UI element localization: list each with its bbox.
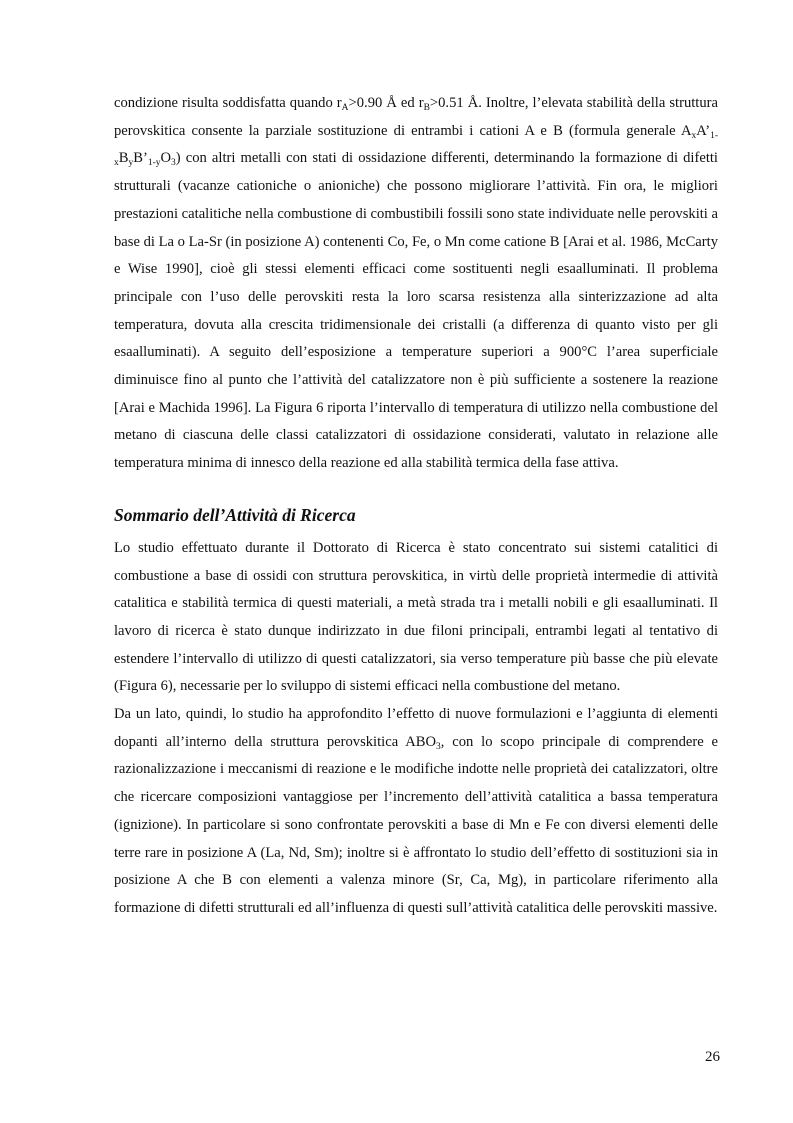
paragraph-research-summary: Lo studio effettuato durante il Dottorato di Ricerca è stato concentrato sui sistemi catalitici di combustione a base di ossidi con struttura perovskitica, in virtù delle proprietà intermedie di attività catalitica e stabilità termica di questi materiali, a metà strada tra i metalli nobili e gli esaalluminati. Il lavoro di ricerca è stato dunque indirizzato in due filoni principali, entrambi legati al tentativo di estendere l’intervallo di utilizzo di questi catalizzatori, sia verso temperature più basse che più elevate (Figura 6), necessarie per lo sviluppo di sistemi efficaci nella combustione del metano.	[114, 539, 718, 695]
subscript: x	[691, 130, 697, 141]
subscript: 3	[171, 158, 176, 169]
subscript: A	[341, 103, 349, 113]
subscript: 1-x	[114, 130, 718, 169]
subscript: 3	[436, 741, 441, 752]
paragraph-perovskite-stability: condizione risulta soddisfatta quando $r_A>0.90$ Å ed $r_B>0.51$ Å. Inoltre, l’elevata stabilità della struttura perovskitica consente la parziale sostituzione di entrambi i cationi A e B (formula generale $A_xA’_{1-x}B_yB’_{1-y}O_3$) con altri metalli con stati di ossidazione differenti, determinando la formazione di difetti strutturali (vacanze cationiche o anioniche) che possono migliorare l’attività. Fin ora, le migliori prestazioni catalitiche nella combustione di combustibili fossili sono state individuate nelle perovskiti a base di La o La-Sr (in posizione A) contenenti Co, Fe, o Mn come catione B [Arai et al. 1986, McCarty e Wise 1990], cioè gli stessi elementi efficaci come sostituenti negli esaalluminati. Il problema principale con l’uso delle perovskiti resta la loro scarsa resistenza alla sinterizzazione ad alta temperatura, dovuta alla crescita tridimensionale dei cristalli (a differenza di quanto visto per gli esaalluminati). A seguito dell’esposizione a temperature superiori a 900°C l’area superficiale diminuisce fino al punto che l’attività del catalizzatore non è più sufficiente a sostenere la reazione [Arai e Machida 1996]. La Figura 6 riporta l’intervallo di temperatura di utilizzo nella combustione del metano di ciascuna delle classi catalizzatori di ossidazione considerati, valutato in relazione alle temperatura minima di innesco della reazione ed alla stabilità termica della fase attiva.	[114, 95, 718, 472]
paragraph-doping-study: Da un lato, quindi, lo studio ha approfondito l’effetto di nuove formulazioni e l’aggiunta di elementi dopanti all’interno della struttura perovskitica $ABO_3$, con lo scopo principale di comprendere e razionalizzazione i meccanismi di reazione e le modifiche indotte nelle proprietà dei catalizzatori, oltre che ricercare composizioni vantaggiose per l’incremento dell’attività catalitica a bassa temperatura (ignizione). In particolare si sono confrontate perovskiti a base di Mn e Fe con diversi elementi delle terre rare in posizione A (La, Nd, Sm); inoltre si è affrontato lo studio dell’effetto di sostituzioni sia in posizione A che B con elementi a valenza minore (Sr, Ca, Mg), in particolare riferimento alla formazione di difetti strutturali ed all’influenza di questi sull’attività catalitica delle perovskiti massive.	[114, 706, 718, 916]
subscript: 1-y	[147, 158, 161, 169]
subscript: B	[423, 103, 430, 113]
subscript: y	[128, 158, 134, 169]
page-number: 26	[705, 1049, 720, 1065]
section-heading: Sommario dell’Attività di Ricerca	[114, 504, 356, 525]
page-body	[114, 90, 718, 923]
